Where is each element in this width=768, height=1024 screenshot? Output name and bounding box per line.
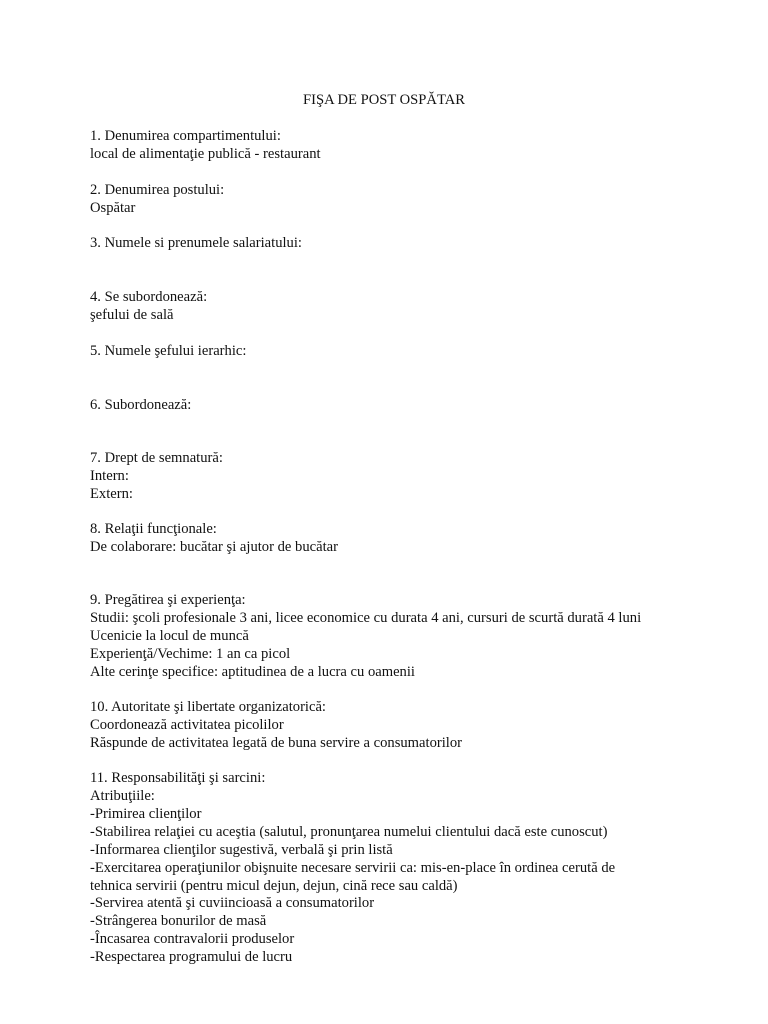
section-8-heading: 8. Relaţii funcţionale: [90, 521, 217, 537]
section-4-value: şefului de sală [90, 307, 174, 323]
section-9-line: Studii: şcoli profesionale 3 ani, licee economice cu durata 4 ani, cursuri de scurtă durată 4 luni [90, 610, 642, 626]
section-10-line: Răspunde de activitatea legată de buna servire a consumatorilor [90, 735, 462, 751]
section-2-heading: 2. Denumirea postului: [90, 182, 225, 198]
section-9-heading: 9. Pregătirea şi experienţa: [90, 592, 246, 608]
section-2-value: Ospătar [90, 200, 136, 216]
section-11-heading: 11. Responsabilităţi şi sarcini: [90, 770, 266, 786]
section-10-line: Coordonează activitatea picolilor [90, 717, 284, 733]
section-9-line: Ucenicie la locul de muncă [90, 628, 249, 644]
list-item: -Primirea clienţilor [90, 806, 202, 822]
list-item: -Încasarea contravalorii produselor [90, 931, 295, 947]
list-item-continuation: tehnica servirii (pentru micul dejun, dejun, cină rece sau caldă) [90, 878, 458, 894]
section-9-line: Experienţă/Vechime: 1 an ca picol [90, 646, 291, 662]
section-11-subheading: Atribuţiile: [90, 788, 155, 804]
section-6-heading: 6. Subordonează: [90, 397, 192, 413]
section-1-value: local de alimentaţie publică - restaurant [90, 146, 321, 162]
section-5-heading: 5. Numele şefului ierarhic: [90, 343, 247, 359]
list-item: -Exercitarea operaţiunilor obişnuite necesare servirii ca: mis-en-place în ordinea cerută de [90, 860, 616, 876]
section-1-heading: 1. Denumirea compartimentului: [90, 128, 281, 144]
section-7-line: Extern: [90, 486, 133, 502]
section-7-heading: 7. Drept de semnatură: [90, 450, 223, 466]
section-9-line: Alte cerinţe specifice: aptitudinea de a lucra cu oamenii [90, 664, 415, 680]
list-item: -Informarea clienţilor sugestivă, verbală şi prin listă [90, 842, 393, 858]
list-item: -Respectarea programului de lucru [90, 949, 293, 965]
list-item: -Servirea atentă şi cuviincioasă a consumatorilor [90, 895, 375, 911]
list-item: -Strângerea bonurilor de masă [90, 913, 267, 929]
section-10-heading: 10. Autoritate şi libertate organizatorică: [90, 699, 326, 715]
section-3-heading: 3. Numele si prenumele salariatului: [90, 235, 302, 251]
section-8-value: De colaborare: bucătar şi ajutor de bucătar [90, 539, 338, 555]
section-7-line: Intern: [90, 468, 129, 484]
list-item: -Stabilirea relaţiei cu aceştia (salutul, pronunţarea numelui clientului dacă este cunoscut) [90, 824, 608, 840]
section-4-heading: 4. Se subordonează: [90, 289, 208, 305]
document-title: FIŞA DE POST OSPĂTAR [303, 92, 465, 108]
